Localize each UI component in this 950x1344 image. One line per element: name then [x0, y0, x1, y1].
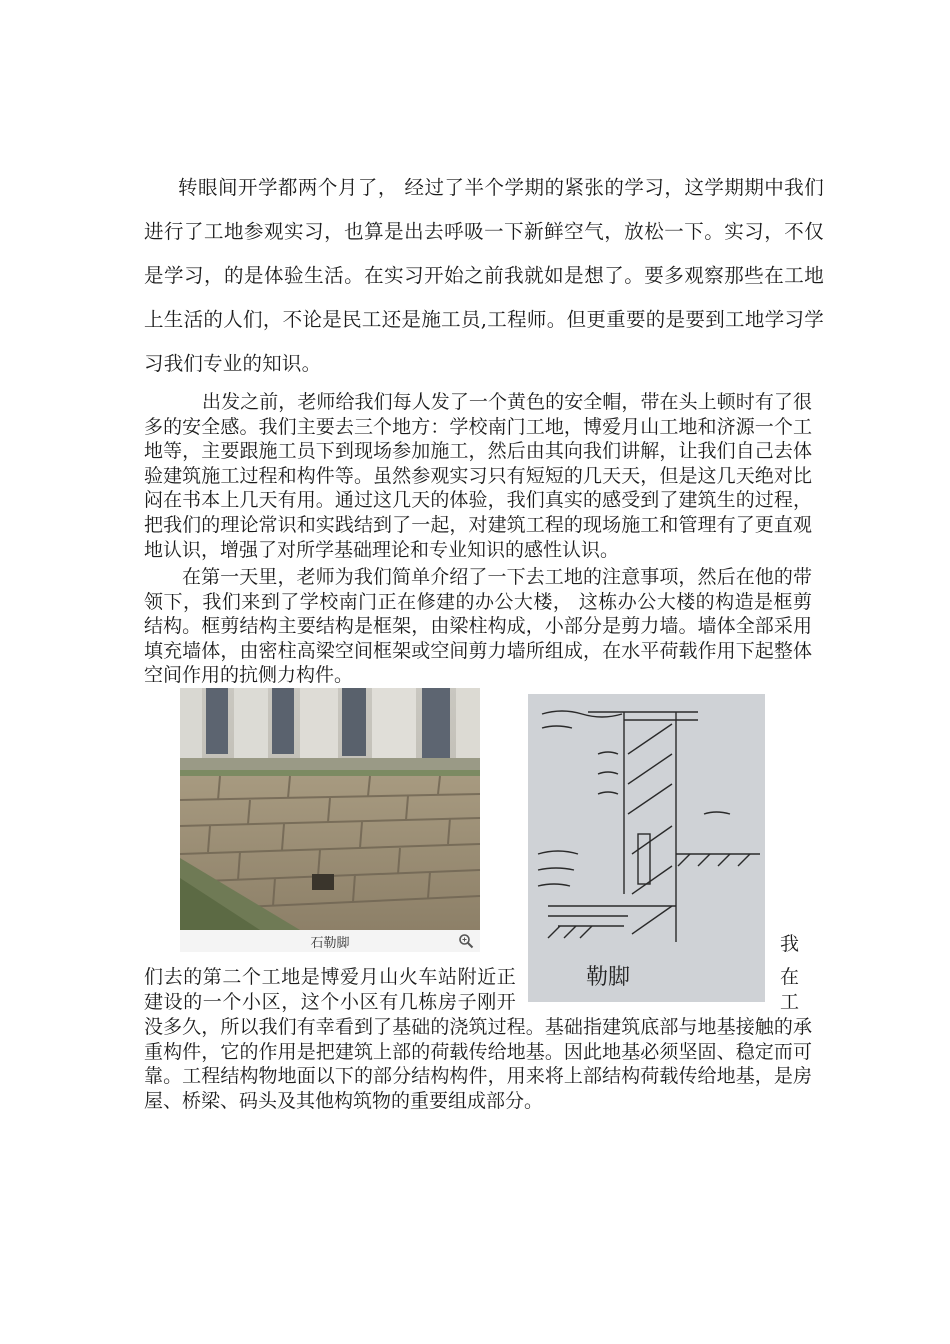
wrap-fragment-right-3: 工	[780, 991, 800, 1013]
plinth-sketch-image	[528, 694, 765, 1002]
sketch-drawing	[528, 694, 765, 1002]
paragraph-first-day: 在第一天里，老师为我们简单介绍了一下去工地的注意事项，然后在他的带领下，我们来到了学校南门正在修建的办公大楼， 这栋办公大楼的构造是框剪结构。框剪结构主要结构是框架，由梁柱构成，小部分是剪力墙。墙体全部采用填充墙体，由密柱高梁空间框架或空间剪力墙所组成，在水平荷载作用下起整体空间作用的抗侧力构件。	[144, 566, 812, 687]
wrap-fragment-right-2: 在	[780, 966, 800, 988]
magnifier-icon[interactable]	[458, 933, 474, 949]
wrap-fragment-right-1: 我	[780, 933, 800, 955]
wrap-fragment-left-2: 建设的一个小区，这个小区有几栋房子刚开	[144, 991, 517, 1013]
sketch-label: 勒脚	[586, 965, 631, 990]
stone-wall-image	[180, 688, 480, 930]
paragraph-second-site: 没多久，所以我们有幸看到了基础的浇筑过程。基础指建筑底部与地基接触的承重构件，它的作用是把建筑上部的荷载传给地基。因此地基必须坚固、稳定而可靠。工程结构物地面以下的部分结构构件，用来将上部结构荷载传给地基，是房屋、桥梁、码头及其他构筑物的重要组成部分。	[144, 1016, 812, 1112]
photo-caption: 石勒脚	[310, 936, 350, 951]
paragraph-departure: 出发之前，老师给我们每人发了一个黄色的安全帽，带在头上顿时有了很多的安全感。我们主要去三个地方：学校南门工地，博爱月山工地和济源一个工地等，主要跟施工员下到现场参加施工，然后由其向我们讲解，让我们自己去体验建筑施工过程和构件等。虽然参观实习只有短短的几天天，但是这几天绝对比闷在书本上几天有用。通过这几天的体验，我们真实的感受到了建筑生的过程，把我们的理论常识和实践结到了一起，对建筑工程的现场施工和管理有了更直观地认识，增强了对所学基础理论和专业知识的感性认识。	[144, 391, 812, 561]
stone-plinth-photo	[180, 688, 480, 952]
photo-caption-bar	[180, 930, 480, 952]
paragraph-intro: 转眼间开学都两个月了， 经过了半个学期的紧张的学习，这学期期中我们进行了工地参观实习，也算是出去呼吸一下新鲜空气，放松一下。实习，不仅是学习，的是体验生活。在实习开始之前我就如是想了。要多观察那些在工地上生活的人们，不论是民工还是施工员,工程师。但更重要的是要到工地学习学习我们专业的知识。	[144, 176, 824, 375]
wrap-fragment-left-1: 们去的第二个工地是博爱月山火车站附近正	[144, 966, 517, 988]
